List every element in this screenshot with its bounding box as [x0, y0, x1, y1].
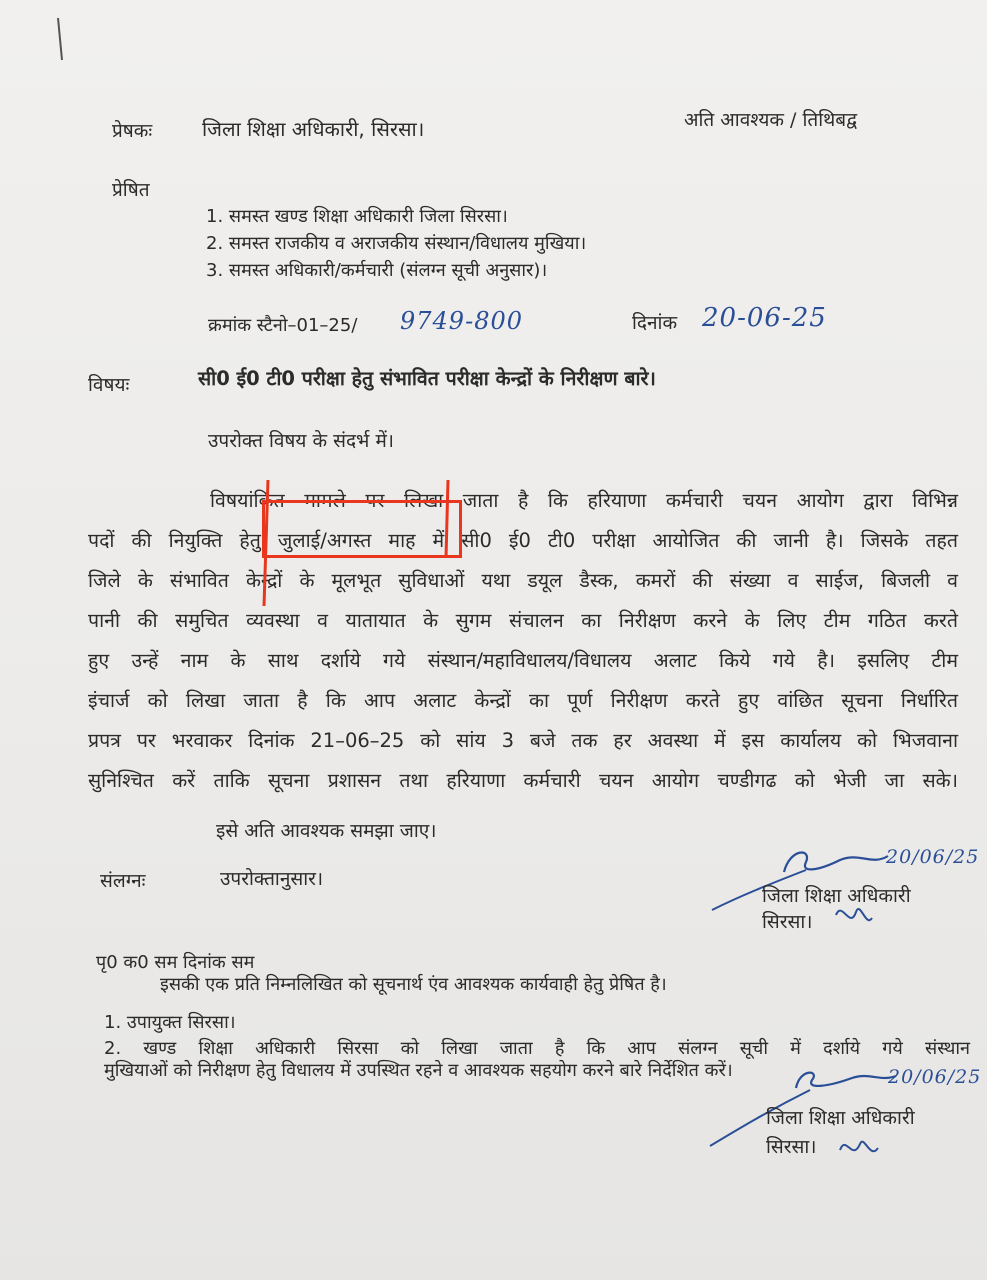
recipients-label: प्रेषित	[112, 179, 150, 201]
reference-line: उपरोक्त विषय के संदर्भ में।	[208, 430, 395, 452]
paragraph-line: जिले के संभावित केन्द्रों के मूलभूत सुविधाओं यथा डयूल डैस्क, कमरों की संख्या व साईज, बिजली व	[88, 569, 958, 592]
reference-label: क्रमांक स्टैनो–01–25/	[208, 315, 358, 336]
enclosure-label: संलग्नः	[100, 870, 146, 892]
endorsement-item: मुखियाओं को निरीक्षण हेतु विधालय में उपस्थित रहने व आवश्यक सहयोग करने बारे निर्देशित करें।	[104, 1060, 733, 1081]
endorsement-item: 2. खण्ड शिक्षा अधिकारी सिरसा को लिखा जाता है कि आप संलग्न सूची में दर्शाये गये संस्थान	[104, 1038, 970, 1059]
urgency-note: अति आवश्यक / तिथिबद्व	[684, 109, 858, 131]
paragraph-line: पदों की नियुक्ति हेतु जुलाई/अगस्त माह में सी0 ई0 टी0 परीक्षा आयोजित की जानी है। जिसके तहत	[88, 529, 958, 552]
paragraph-line: प्रपत्र पर भरवाकर दिनांक 21–06–25 को सांय 3 बजे तक हर अवस्था में इस कार्यालय को भिजवाना	[88, 729, 958, 752]
closing-line: इसे अति आवश्यक समझा जाए।	[216, 820, 437, 842]
signature-place: सिरसा।	[762, 911, 813, 933]
signature-designation: जिला शिक्षा अधिकारी	[762, 885, 911, 907]
endorsement-item: 1. उपायुक्त सिरसा।	[104, 1012, 236, 1033]
endorsement-ref: पृ0 क0 सम दिनांक सम	[96, 952, 255, 973]
recipient-item: 2. समस्त राजकीय व अराजकीय संस्थान/विधालय मुखिया।	[206, 233, 587, 254]
enclosure-value: उपरोक्तानुसार।	[220, 868, 324, 890]
endorsement-intro: इसकी एक प्रति निम्नलिखित को सूचनार्थ एंव आवश्यक कार्यवाही हेतु प्रेषित है।	[160, 974, 667, 995]
signature-date: 20/06/25	[886, 846, 980, 868]
red-highlight-box	[262, 500, 462, 558]
paragraph-line: हुए उन्हें नाम के साथ दर्शाये गये संस्थान/महाविधालय/विधालय अलाट किये गये है। इसलिए टीम	[88, 649, 958, 672]
subject-text: सी0 ई0 टी0 परीक्षा हेतु संभावित परीक्षा केन्द्रों के निरीक्षण बारे।	[198, 367, 656, 390]
handwritten-date: 20-06-25	[702, 303, 827, 333]
paragraph-line: इंचार्ज को लिखा जाता है कि आप अलाट केन्द्रों का पूर्ण निरीक्षण करते हुए वांछित सूचना निर्धारित	[88, 689, 958, 712]
sender-label: प्रेषकः	[112, 120, 153, 142]
date-label: दिनांक	[632, 312, 678, 334]
signature-place: सिरसा।	[766, 1136, 817, 1158]
paragraph-line: विषयांकित मामले पर लिखा जाता है कि हरियाणा कर्मचारी चयन आयोग द्वारा विभिन्न	[210, 489, 958, 512]
subject-label: विषयः	[88, 374, 130, 396]
sender-value: जिला शिक्षा अधिकारी, सिरसा।	[202, 117, 425, 141]
paragraph-line: पानी की समुचित व्यवस्था व यातायात के सुगम संचालन का निरीक्षण करने के लिए टीम गठित करते	[88, 609, 958, 632]
recipient-item: 1. समस्त खण्ड शिक्षा अधिकारी जिला सिरसा।	[206, 206, 508, 227]
handwritten-ref-number: 9749-800	[400, 307, 523, 335]
signature-designation: जिला शिक्षा अधिकारी	[766, 1107, 915, 1129]
signature-date: 20/06/25	[888, 1066, 982, 1088]
paragraph-line: सुनिश्चित करें ताकि सूचना प्रशासन तथा हरियाणा कर्मचारी चयन आयोग चण्डीगढ को भेजी जा सके।	[88, 769, 958, 792]
recipient-item: 3. समस्त अधिकारी/कर्मचारी (संलग्न सूची अनुसार)।	[206, 260, 548, 281]
